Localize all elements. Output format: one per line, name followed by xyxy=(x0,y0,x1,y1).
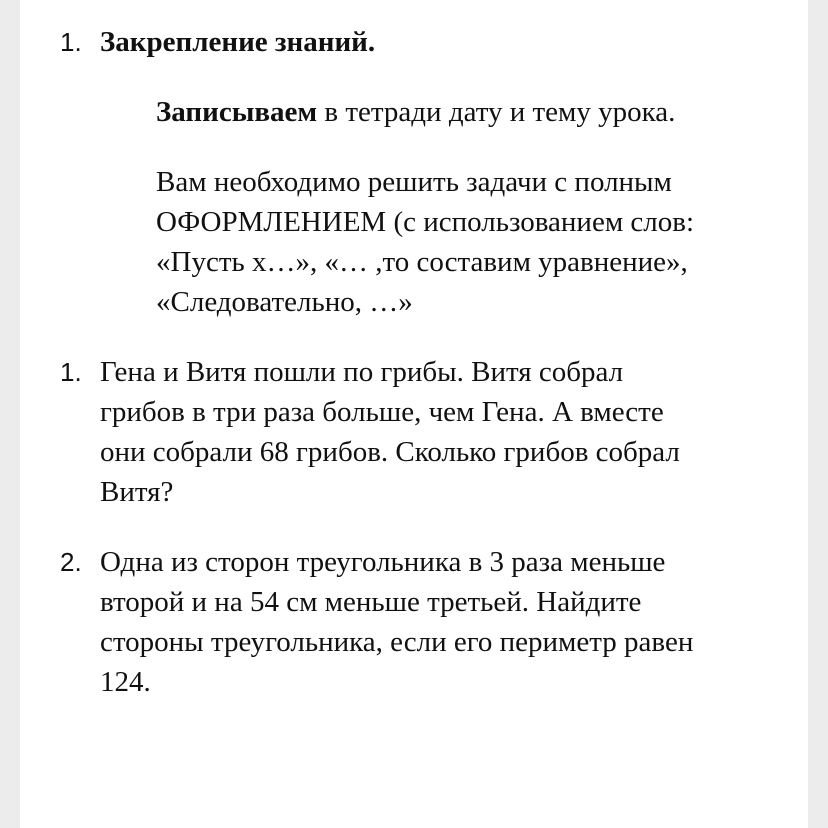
section-heading xyxy=(60,22,740,62)
task-intro-line: Вам необходимо решить задачи с полным xyxy=(156,166,672,198)
section-title: Закрепление знаний. xyxy=(100,26,376,58)
problem-line: Витя? xyxy=(100,476,174,508)
problem-line: Одна из сторон треугольника в 3 раза меньше xyxy=(100,546,666,578)
problem-2 xyxy=(60,542,740,702)
document-page xyxy=(20,0,808,828)
section-number: 1. xyxy=(60,27,82,57)
problem-number: 2. xyxy=(60,547,82,577)
problem-line: стороны треугольника, если его периметр равен xyxy=(100,626,694,658)
task-intro-line: «Пусть х…», «… ,то составим уравнение», xyxy=(156,246,688,278)
problem-line: 124. xyxy=(100,666,151,698)
task-intro-line: «Следовательно, …» xyxy=(156,286,413,318)
problem-line: второй и на 54 см меньше третьей. Найдите xyxy=(100,586,642,618)
instruction-paragraph xyxy=(156,92,736,132)
problem-1 xyxy=(60,352,740,512)
problem-line: Гена и Витя пошли по грибы. Витя собрал xyxy=(100,356,624,388)
instruction-bold: Записываем xyxy=(156,96,318,128)
problem-line: они собрали 68 грибов. Сколько грибов собрал xyxy=(100,436,680,468)
problem-text xyxy=(100,542,740,702)
problem-text xyxy=(100,352,740,512)
task-intro-line: ОФОРМЛЕНИЕМ (с использованием слов: xyxy=(156,206,695,238)
instruction-rest: в тетради дату и тему урока. xyxy=(317,96,676,128)
problem-number: 1. xyxy=(60,357,82,387)
problem-line: грибов в три раза больше, чем Гена. А вместе xyxy=(100,396,664,428)
task-intro-paragraph xyxy=(156,162,736,322)
